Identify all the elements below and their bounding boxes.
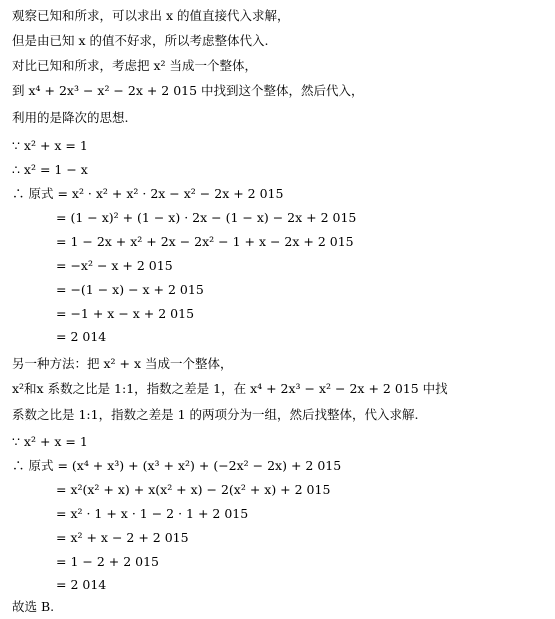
text-line-16: x²和x 系数之比是 1:1，指数之差是 1，在 x⁴ + 2x³ − x² − 2x + 2 015 中找: [12, 381, 448, 396]
math-line-10: = 1 − 2x + x² + 2x − 2x² − 1 + x − 2x + 2 015: [56, 234, 354, 249]
text-line-15: 另一种方法：把 x² + x 当成一个整体，: [12, 356, 233, 371]
math-line-13: = −1 + x − x + 2 015: [56, 306, 195, 321]
math-line-9: = (1 − x)² + (1 − x) · 2x − (1 − x) − 2x + 2 015: [56, 210, 357, 225]
math-line-20: = x²(x² + x) + x(x² + x) − 2(x² + x) + 2 015: [56, 482, 331, 497]
text-line-4: 到 x⁴ + 2x³ − x² − 2x + 2 015 中找到这个整体，然后代入，: [12, 83, 364, 98]
math-line-8: ∴ 原式 = x² · x² + x² · 2x − x² − 2x + 2 015: [12, 186, 284, 201]
text-line-3: 对比已知和所求，考虑把 x² 当成一个整体，: [12, 58, 258, 73]
text-line-17: 系数之比是 1:1，指数之差是 1 的两项分为一组，然后找整体，代入求解.: [12, 407, 419, 422]
math-line-6: ∵ x² + x = 1: [12, 138, 88, 153]
math-line-18: ∵ x² + x = 1: [12, 434, 88, 449]
math-line-22: = x² + x − 2 + 2 015: [56, 530, 189, 545]
math-line-12: = −(1 − x) − x + 2 015: [56, 282, 204, 297]
answer-line: 故选 B.: [12, 599, 55, 614]
math-line-23: = 1 − 2 + 2 015: [56, 554, 159, 569]
math-line-14: = 2 014: [56, 329, 107, 344]
math-line-24: = 2 014: [56, 577, 107, 592]
math-line-11: = −x² − x + 2 015: [56, 258, 173, 273]
text-line-1: 观察已知和所求，可以求出 x 的值直接代入求解，: [12, 8, 290, 23]
text-line-2: 但是由已知 x 的值不好求，所以考虑整体代入.: [12, 33, 269, 48]
text-line-5: 利用的是降次的思想.: [12, 110, 129, 125]
math-line-7: ∴ x² = 1 − x: [12, 162, 88, 177]
math-line-19: ∴ 原式 = (x⁴ + x³) + (x³ + x²) + (−2x² − 2x) + 2 015: [12, 458, 342, 473]
math-line-21: = x² · 1 + x · 1 − 2 · 1 + 2 015: [56, 506, 249, 521]
